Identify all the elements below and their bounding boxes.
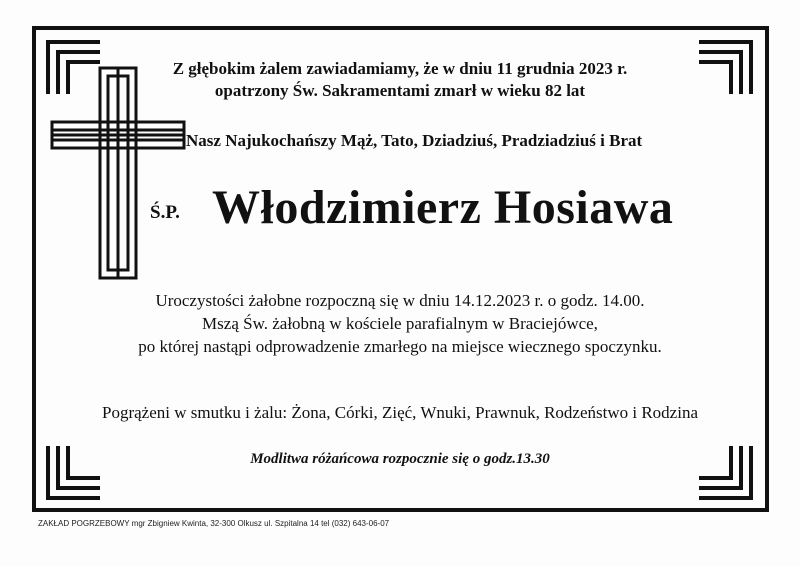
corner-ornament-top-right-icon (697, 40, 753, 96)
ceremony-line-1: Uroczystości żałobne rozpoczną się w dniu 14.12.2023 r. o godz. 14.00. (155, 291, 645, 310)
deceased-name: Włodzimierz Hosiawa (212, 181, 674, 234)
funeral-home-footer: ZAKŁAD POGRZEBOWY mgr Zbigniew Kwinta, 32-300 Olkusz ul. Szpitalna 14 tel (032) 643-06-07 (38, 519, 390, 528)
rosary-line: Modlitwa różańcowa rozpocznie się o godz.13.30 (250, 451, 550, 467)
intro-line-1: Z głębokim żalem zawiadamiamy, że w dniu 11 grudnia 2023 r. (172, 59, 628, 78)
ceremony-line-3: po której nastąpi odprowadzenie zmarłego na miejsce wiecznego spoczynku. (138, 337, 662, 356)
relations-line: Nasz Najukochańszy Mąż, Tato, Dziadziuś, Pradziadziuś i Brat (186, 131, 643, 150)
mourners-line: Pogrążeni w smutku i żalu: Żona, Córki, Zięć, Wnuki, Prawnuk, Rodzeństwo i Rodzina (102, 403, 698, 422)
memory-prefix: Ś.P. (150, 202, 180, 223)
deceased-name-block (150, 180, 790, 250)
intro-line-2: opatrzony Św. Sakramentami zmarł w wieku 82 lat (214, 81, 586, 100)
ceremony-line-2: Mszą Św. żałobną w kościele parafialnym w Braciejówce, (202, 314, 598, 333)
